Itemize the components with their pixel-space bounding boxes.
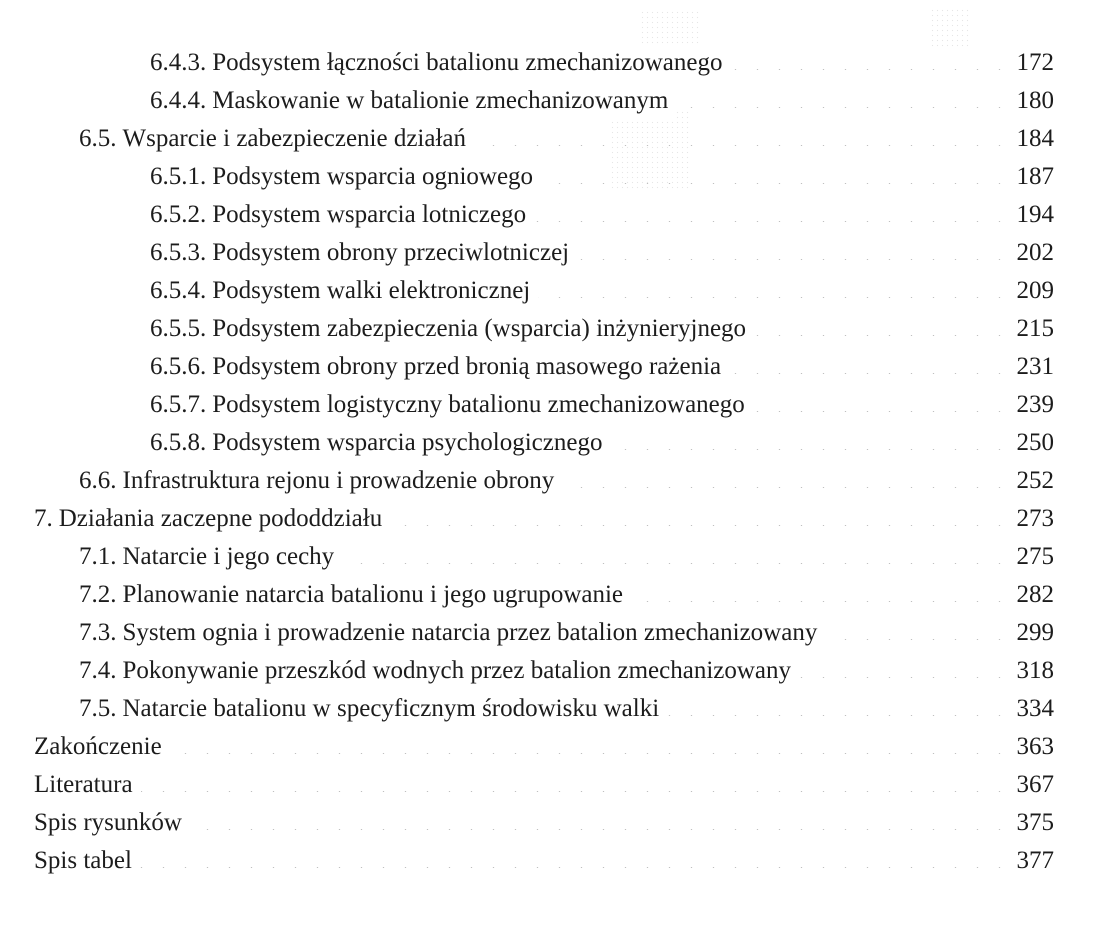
- toc-entry-page-number: 367: [1008, 766, 1054, 804]
- toc-entry-number: 6.5.8.: [150, 424, 212, 462]
- toc-entry-page-number: 252: [1008, 462, 1054, 500]
- toc-entry-title: Podsystem wsparcia lotniczego: [212, 196, 534, 234]
- toc-entry-title: Działania zaczepne pododdziału: [59, 500, 390, 538]
- toc-entry[interactable]: [0, 348, 1094, 386]
- toc-entry[interactable]: [0, 842, 1094, 880]
- dot-leader: [534, 202, 1008, 222]
- toc-entry-page-number: 375: [1008, 804, 1054, 842]
- toc-entry-title: Natarcie batalionu w specyficznym środowisku walki: [123, 690, 668, 728]
- dot-leader: [631, 582, 1008, 602]
- toc-entry-number: 6.5.1.: [150, 158, 212, 196]
- dot-leader: [140, 848, 1008, 868]
- dot-leader: [753, 392, 1008, 412]
- dot-leader: [190, 810, 1008, 830]
- toc-entry-page-number: 318: [1008, 652, 1054, 690]
- toc-entry-page-number: 172: [1008, 44, 1054, 82]
- toc-entry-title: Literatura: [34, 766, 141, 804]
- toc-entry[interactable]: [0, 652, 1094, 690]
- dot-leader: [731, 50, 1008, 70]
- table-of-contents: [0, 44, 1094, 880]
- toc-entry-title: Podsystem walki elektronicznej: [212, 272, 538, 310]
- toc-entry-title: Spis tabel: [34, 842, 140, 880]
- dot-leader: [825, 620, 1008, 640]
- toc-entry[interactable]: [0, 310, 1094, 348]
- toc-entry-title: Natarcie i jego cechy: [123, 538, 343, 576]
- dot-leader: [577, 240, 1008, 260]
- toc-entry-line: [79, 462, 1054, 500]
- toc-entry-title: Planowanie natarcia batalionu i jego ugrupowanie: [123, 576, 632, 614]
- toc-entry-line: [79, 614, 1054, 652]
- dot-leader: [141, 772, 1008, 792]
- toc-entry-line: [34, 500, 1054, 538]
- toc-entry-number: 7.5.: [79, 690, 123, 728]
- toc-entry-line: [34, 804, 1054, 842]
- toc-entry-title: Podsystem łączności batalionu zmechanizowanego: [212, 44, 730, 82]
- toc-entry[interactable]: [0, 386, 1094, 424]
- toc-entry-page-number: 239: [1008, 386, 1054, 424]
- toc-entry-line: [150, 348, 1054, 386]
- toc-entry-title: Zakończenie: [34, 728, 170, 766]
- toc-entry[interactable]: [0, 120, 1094, 158]
- toc-entry-title: Podsystem wsparcia ogniowego: [212, 158, 541, 196]
- toc-entry-number: 7.2.: [79, 576, 123, 614]
- toc-entry-title: Podsystem obrony przeciwlotniczej: [212, 234, 577, 272]
- toc-entry-page-number: 275: [1008, 538, 1054, 576]
- dot-leader: [390, 506, 1008, 526]
- toc-entry-line: [79, 690, 1054, 728]
- toc-entry[interactable]: [0, 728, 1094, 766]
- toc-entry-page-number: 209: [1008, 272, 1054, 310]
- toc-entry-line: [150, 82, 1054, 120]
- toc-entry[interactable]: [0, 690, 1094, 728]
- toc-entry[interactable]: [0, 804, 1094, 842]
- toc-entry-title: Pokonywanie przeszkód wodnych przez batalion zmechanizowany: [123, 652, 800, 690]
- toc-entry-page-number: 180: [1008, 82, 1054, 120]
- toc-entry[interactable]: [0, 766, 1094, 804]
- toc-entry-number: 6.5.5.: [150, 310, 212, 348]
- toc-entry-title: Podsystem logistyczny batalionu zmechanizowanego: [212, 386, 753, 424]
- toc-entry-line: [79, 576, 1054, 614]
- toc-entry[interactable]: [0, 272, 1094, 310]
- toc-entry-line: [150, 158, 1054, 196]
- toc-entry[interactable]: [0, 158, 1094, 196]
- toc-entry-line: [34, 842, 1054, 880]
- toc-entry-page-number: 184: [1008, 120, 1054, 158]
- toc-entry-number: 6.5.: [79, 120, 123, 158]
- toc-entry-title: Podsystem zabezpieczenia (wsparcia) inżynieryjnego: [212, 310, 754, 348]
- toc-entry-number: 6.4.3.: [150, 44, 212, 82]
- toc-entry-page-number: 250: [1008, 424, 1054, 462]
- dot-leader: [729, 354, 1008, 374]
- toc-entry-line: [150, 310, 1054, 348]
- toc-entry-line: [79, 652, 1054, 690]
- toc-entry-page-number: 282: [1008, 576, 1054, 614]
- toc-entry[interactable]: [0, 82, 1094, 120]
- toc-entry-title: System ognia i prowadzenie natarcia przez batalion zmechanizowany: [123, 614, 826, 652]
- toc-entry-line: [79, 120, 1054, 158]
- dot-leader: [541, 164, 1008, 184]
- toc-entry[interactable]: [0, 500, 1094, 538]
- toc-entry[interactable]: [0, 538, 1094, 576]
- scan-speckle: [930, 8, 970, 48]
- toc-entry-number: 7.1.: [79, 538, 123, 576]
- toc-entry-number: 6.5.2.: [150, 196, 212, 234]
- toc-entry[interactable]: [0, 614, 1094, 652]
- toc-entry-page-number: 194: [1008, 196, 1054, 234]
- toc-entry[interactable]: [0, 576, 1094, 614]
- toc-entry-page-number: 334: [1008, 690, 1054, 728]
- toc-entry-page-number: 187: [1008, 158, 1054, 196]
- toc-entry-title: Wsparcie i zabezpieczenie działań: [123, 120, 475, 158]
- toc-entry-title: Podsystem obrony przed bronią masowego rażenia: [212, 348, 729, 386]
- toc-entry-number: 7.4.: [79, 652, 123, 690]
- toc-entry-number: 6.6.: [79, 462, 123, 500]
- toc-entry-page-number: 377: [1008, 842, 1054, 880]
- toc-entry-line: [150, 234, 1054, 272]
- toc-entry-line: [150, 386, 1054, 424]
- toc-entry-number: 6.5.6.: [150, 348, 212, 386]
- toc-entry-page-number: 299: [1008, 614, 1054, 652]
- toc-entry-line: [150, 196, 1054, 234]
- toc-entry[interactable]: [0, 234, 1094, 272]
- toc-entry-line: [150, 44, 1054, 82]
- toc-entry-title: Spis rysunków: [34, 804, 190, 842]
- dot-leader: [667, 696, 1008, 716]
- toc-entry-page-number: 202: [1008, 234, 1054, 272]
- toc-entry-number: 6.5.3.: [150, 234, 212, 272]
- toc-entry-page-number: 363: [1008, 728, 1054, 766]
- toc-entry-page-number: 215: [1008, 310, 1054, 348]
- toc-entry-number: 6.5.7.: [150, 386, 212, 424]
- dot-leader: [610, 430, 1008, 450]
- toc-entry-page-number: 231: [1008, 348, 1054, 386]
- toc-entry[interactable]: [0, 44, 1094, 82]
- toc-entry-title: Infrastruktura rejonu i prowadzenie obrony: [123, 462, 563, 500]
- toc-entry-line: [150, 424, 1054, 462]
- toc-entry-line: [79, 538, 1054, 576]
- toc-entry-line: [34, 766, 1054, 804]
- dot-leader: [562, 468, 1008, 488]
- toc-entry[interactable]: [0, 462, 1094, 500]
- dot-leader: [170, 734, 1008, 754]
- toc-entry-number: 6.5.4.: [150, 272, 212, 310]
- dot-leader: [538, 278, 1008, 298]
- dot-leader: [342, 544, 1008, 564]
- toc-entry-page-number: 273: [1008, 500, 1054, 538]
- dot-leader: [676, 88, 1008, 108]
- toc-entry-number: 7.: [34, 500, 59, 538]
- dot-leader: [474, 126, 1008, 146]
- dot-leader: [799, 658, 1008, 678]
- toc-entry-number: 7.3.: [79, 614, 123, 652]
- toc-entry-title: Podsystem wsparcia psychologicznego: [212, 424, 610, 462]
- toc-entry-line: [150, 272, 1054, 310]
- toc-entry[interactable]: [0, 196, 1094, 234]
- toc-entry-number: 6.4.4.: [150, 82, 212, 120]
- toc-entry-line: [34, 728, 1054, 766]
- toc-entry[interactable]: [0, 424, 1094, 462]
- dot-leader: [754, 316, 1008, 336]
- toc-entry-title: Maskowanie w batalionie zmechanizowanym: [212, 82, 676, 120]
